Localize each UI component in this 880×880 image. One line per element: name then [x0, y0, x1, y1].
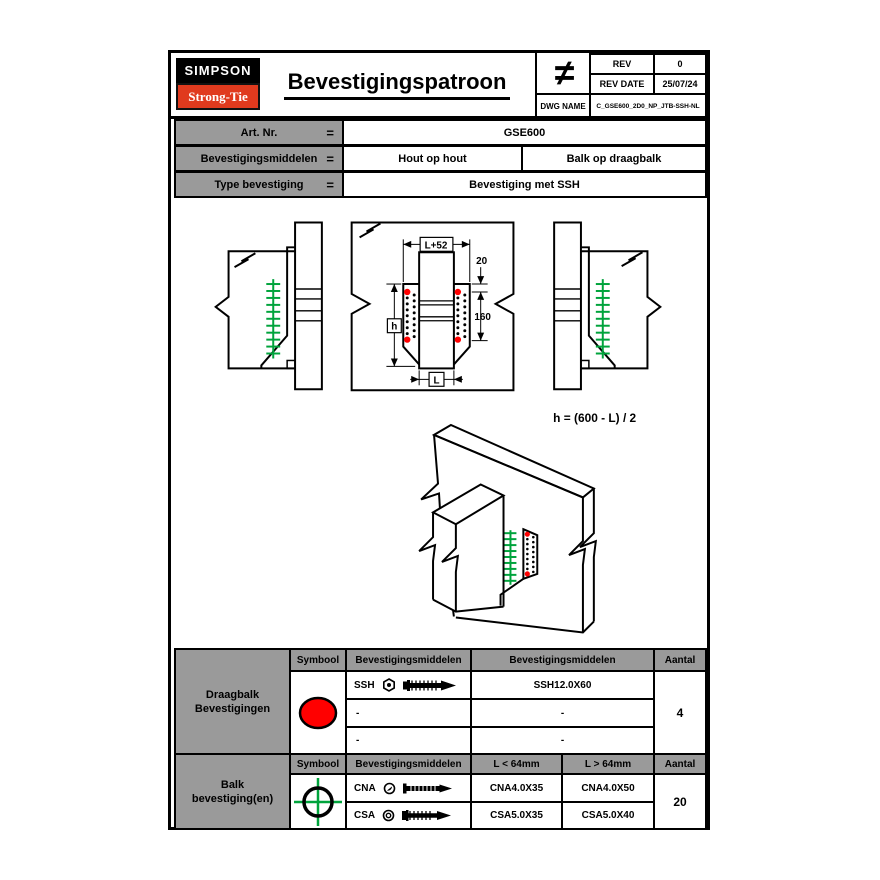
nail-dot: [456, 296, 459, 299]
nail-dot: [456, 302, 459, 305]
art-nr-value-cell: GSE600: [342, 119, 707, 146]
screw-column-left: [266, 279, 280, 358]
col-header-middelen-2: Bevestigingsmiddelen: [470, 648, 655, 672]
nail-dot: [413, 329, 416, 332]
nail-dot: [413, 311, 416, 314]
timber-member-right: [581, 251, 660, 368]
break-edge: [419, 512, 435, 599]
nail-dot: [463, 335, 466, 338]
nail-dot: [456, 332, 459, 335]
middelen-value-1-cell: Hout op hout: [342, 145, 523, 172]
nail-dot: [526, 543, 529, 546]
break-mark-icon: [235, 253, 256, 267]
fastener-value-cell: -: [470, 726, 655, 755]
col-header-l-big: L > 64mm: [561, 753, 655, 775]
nail-dot: [463, 293, 466, 296]
height-formula: h = (600 - L) / 2: [553, 411, 637, 426]
middelen-label: Bevestigingsmiddelen: [200, 152, 318, 165]
fastener-value-cell: -: [470, 698, 655, 728]
nail-dot: [406, 320, 409, 323]
nail-dot: [456, 320, 459, 323]
hanger-foot-left: [287, 360, 295, 368]
dim-label-20: 20: [476, 256, 488, 268]
art-nr-label: Art. Nr.: [240, 126, 278, 139]
col-header-symbool: Symbool: [289, 753, 347, 775]
ssh-screw-dot: [525, 571, 530, 576]
logo-simpson: SIMPSON: [176, 58, 260, 83]
row-label-line1: Draagbalk: [205, 688, 260, 701]
dim-label-top: L+52: [424, 240, 448, 252]
fastener-value-cell: SSH12.0X60: [470, 670, 655, 700]
hanger-flange-right: [454, 284, 470, 364]
nail-dot: [463, 323, 466, 326]
nail-dot: [406, 332, 409, 335]
nail-dot: [406, 302, 409, 305]
table-draagbalk: [171, 648, 707, 755]
hanger-flange-left: [403, 284, 419, 364]
fastener-name-cell: [345, 773, 472, 803]
rev-label: REV: [589, 53, 655, 75]
table-balk: [171, 753, 707, 830]
dwg-name-label: DWG NAME: [535, 93, 591, 117]
hanger-foot-right: [581, 360, 589, 368]
fastener-name-cell: [345, 801, 472, 830]
nail-dot: [526, 548, 529, 551]
middelen-value-2-cell: Balk op draagbalk: [521, 145, 707, 172]
nail-dot: [406, 326, 409, 329]
dim-label-L: L: [433, 375, 440, 387]
row-label-line2: Bevestigingen: [194, 702, 271, 715]
side-view-right: [554, 222, 660, 389]
sheet-title: [261, 53, 533, 115]
csa-screw-head-icon: [382, 809, 395, 822]
cna-nail-head-icon: [383, 782, 396, 795]
nail-dot: [406, 308, 409, 311]
side-view-left: [216, 222, 322, 389]
l-big-cell: CSA5.0X40: [561, 801, 655, 830]
type-value-cell: Bevestiging met SSH: [342, 171, 707, 198]
logo-strongtie: Strong-Tie: [176, 83, 260, 110]
l-small-cell: CSA5.0X35: [470, 801, 563, 830]
dim-label-h: h: [391, 321, 398, 333]
nail-dot: [413, 317, 416, 320]
fastener-name: CSA: [354, 810, 376, 821]
nail-dot: [526, 558, 529, 561]
timber-member-left: [216, 251, 295, 368]
hanger-profile-left: [261, 247, 295, 368]
nail-dot: [532, 551, 535, 554]
info-table: [171, 119, 707, 198]
hex-washer-head-icon: [382, 678, 396, 692]
ssh-screw-dot: [455, 336, 461, 342]
dwg-name-value: C_GSE600_2D0_NP_JTB-SSH-NL: [589, 93, 707, 117]
sheet-title-text: Bevestigingspatroon: [284, 69, 511, 100]
type-label: Type bevestiging: [214, 178, 304, 191]
ssh-screw-dot: [404, 336, 410, 342]
joist-front: [419, 252, 454, 368]
nail-dot: [532, 566, 535, 569]
nail-dot: [463, 299, 466, 302]
draagbalk-aantal-cell: 4: [653, 670, 707, 755]
front-view: [352, 222, 514, 390]
hanger-strip-iso: [523, 529, 537, 579]
type-label-cell: [174, 171, 344, 198]
nail-dot: [413, 335, 416, 338]
nail-dot: [456, 308, 459, 311]
nail-dot: [532, 561, 535, 564]
nail-dot: [463, 311, 466, 314]
nail-dot: [532, 571, 535, 574]
fastener-name: CNA: [354, 782, 376, 794]
sheet-frame: [168, 50, 710, 830]
nail-dot: [532, 556, 535, 559]
nail-dot: [406, 314, 409, 317]
balk-aantal-cell: 20: [653, 773, 707, 830]
csa-screw-icon: [402, 809, 452, 822]
ssh-screw-dot: [455, 289, 461, 295]
nail-dot: [526, 553, 529, 556]
fastener-name-cell: -: [345, 726, 472, 755]
nail-dot: [526, 538, 529, 541]
rev-date-label: REV DATE: [589, 73, 655, 95]
hanger-profile-right: [581, 247, 615, 368]
cna-csa-symbol-crosshair: [292, 776, 344, 828]
ssh-symbol-cell: [289, 670, 347, 755]
ssh-screw-dot: [404, 289, 410, 295]
fastener-name-cell: -: [345, 698, 472, 728]
nail-dot: [413, 323, 416, 326]
screw-column-right: [596, 279, 610, 358]
nail-dot: [413, 299, 416, 302]
nail-dot: [526, 568, 529, 571]
nail-dot: [532, 546, 535, 549]
nail-dot: [463, 305, 466, 308]
nail-dot: [413, 305, 416, 308]
ssh-screw-dot: [525, 532, 530, 537]
fastener-name-cell: [345, 670, 472, 700]
nail-dot: [526, 563, 529, 566]
ssh-screw-icon: [403, 679, 457, 692]
art-nr-label-cell: [174, 119, 344, 146]
carrier-beam-left: [295, 222, 322, 389]
rev-value: 0: [653, 53, 707, 75]
col-header-middelen-1: Bevestigingsmiddelen: [345, 648, 472, 672]
equals-sign: =: [326, 125, 334, 140]
break-mark-icon: [360, 223, 381, 237]
ssh-symbol-red-dot: [295, 693, 341, 733]
l-small-cell: CNA4.0X35: [470, 773, 563, 803]
col-header-aantal: Aantal: [653, 753, 707, 775]
nail-dot: [456, 326, 459, 329]
balk-row-label: [174, 753, 291, 830]
nail-dot: [532, 536, 535, 539]
dim-label-160: 160: [474, 311, 491, 323]
col-header-aantal: Aantal: [653, 648, 707, 672]
fastener-name: SSH: [354, 679, 375, 691]
row-label-line2: bevestiging(en): [191, 792, 274, 805]
draagbalk-row-label: [174, 648, 291, 755]
rev-date-value: 25/07/24: [653, 73, 707, 95]
nail-dot: [532, 541, 535, 544]
middelen-label-cell: [174, 145, 344, 172]
iso-view: [419, 425, 596, 632]
col-header-l-small: L < 64mm: [470, 753, 563, 775]
nail-dot: [456, 314, 459, 317]
col-header-middelen: Bevestigingsmiddelen: [345, 753, 472, 775]
nail-dot: [463, 329, 466, 332]
title-block: [171, 53, 707, 117]
carrier-beam-right: [554, 222, 581, 389]
col-header-symbool: Symbool: [289, 648, 347, 672]
equals-sign: =: [326, 151, 334, 166]
l-big-cell: CNA4.0X50: [561, 773, 655, 803]
cna-csa-symbol-cell: [289, 773, 347, 830]
nail-dot: [463, 317, 466, 320]
nail-dot: [413, 293, 416, 296]
equals-sign: =: [326, 177, 334, 192]
break-mark-icon: [622, 252, 643, 266]
row-label-line1: Balk: [220, 778, 245, 791]
not-equal-icon: ≠: [535, 53, 591, 95]
technical-drawing: [171, 198, 707, 648]
simpson-strongtie-logo: [176, 58, 260, 110]
cna-nail-icon: [403, 782, 453, 795]
nail-dot: [406, 296, 409, 299]
